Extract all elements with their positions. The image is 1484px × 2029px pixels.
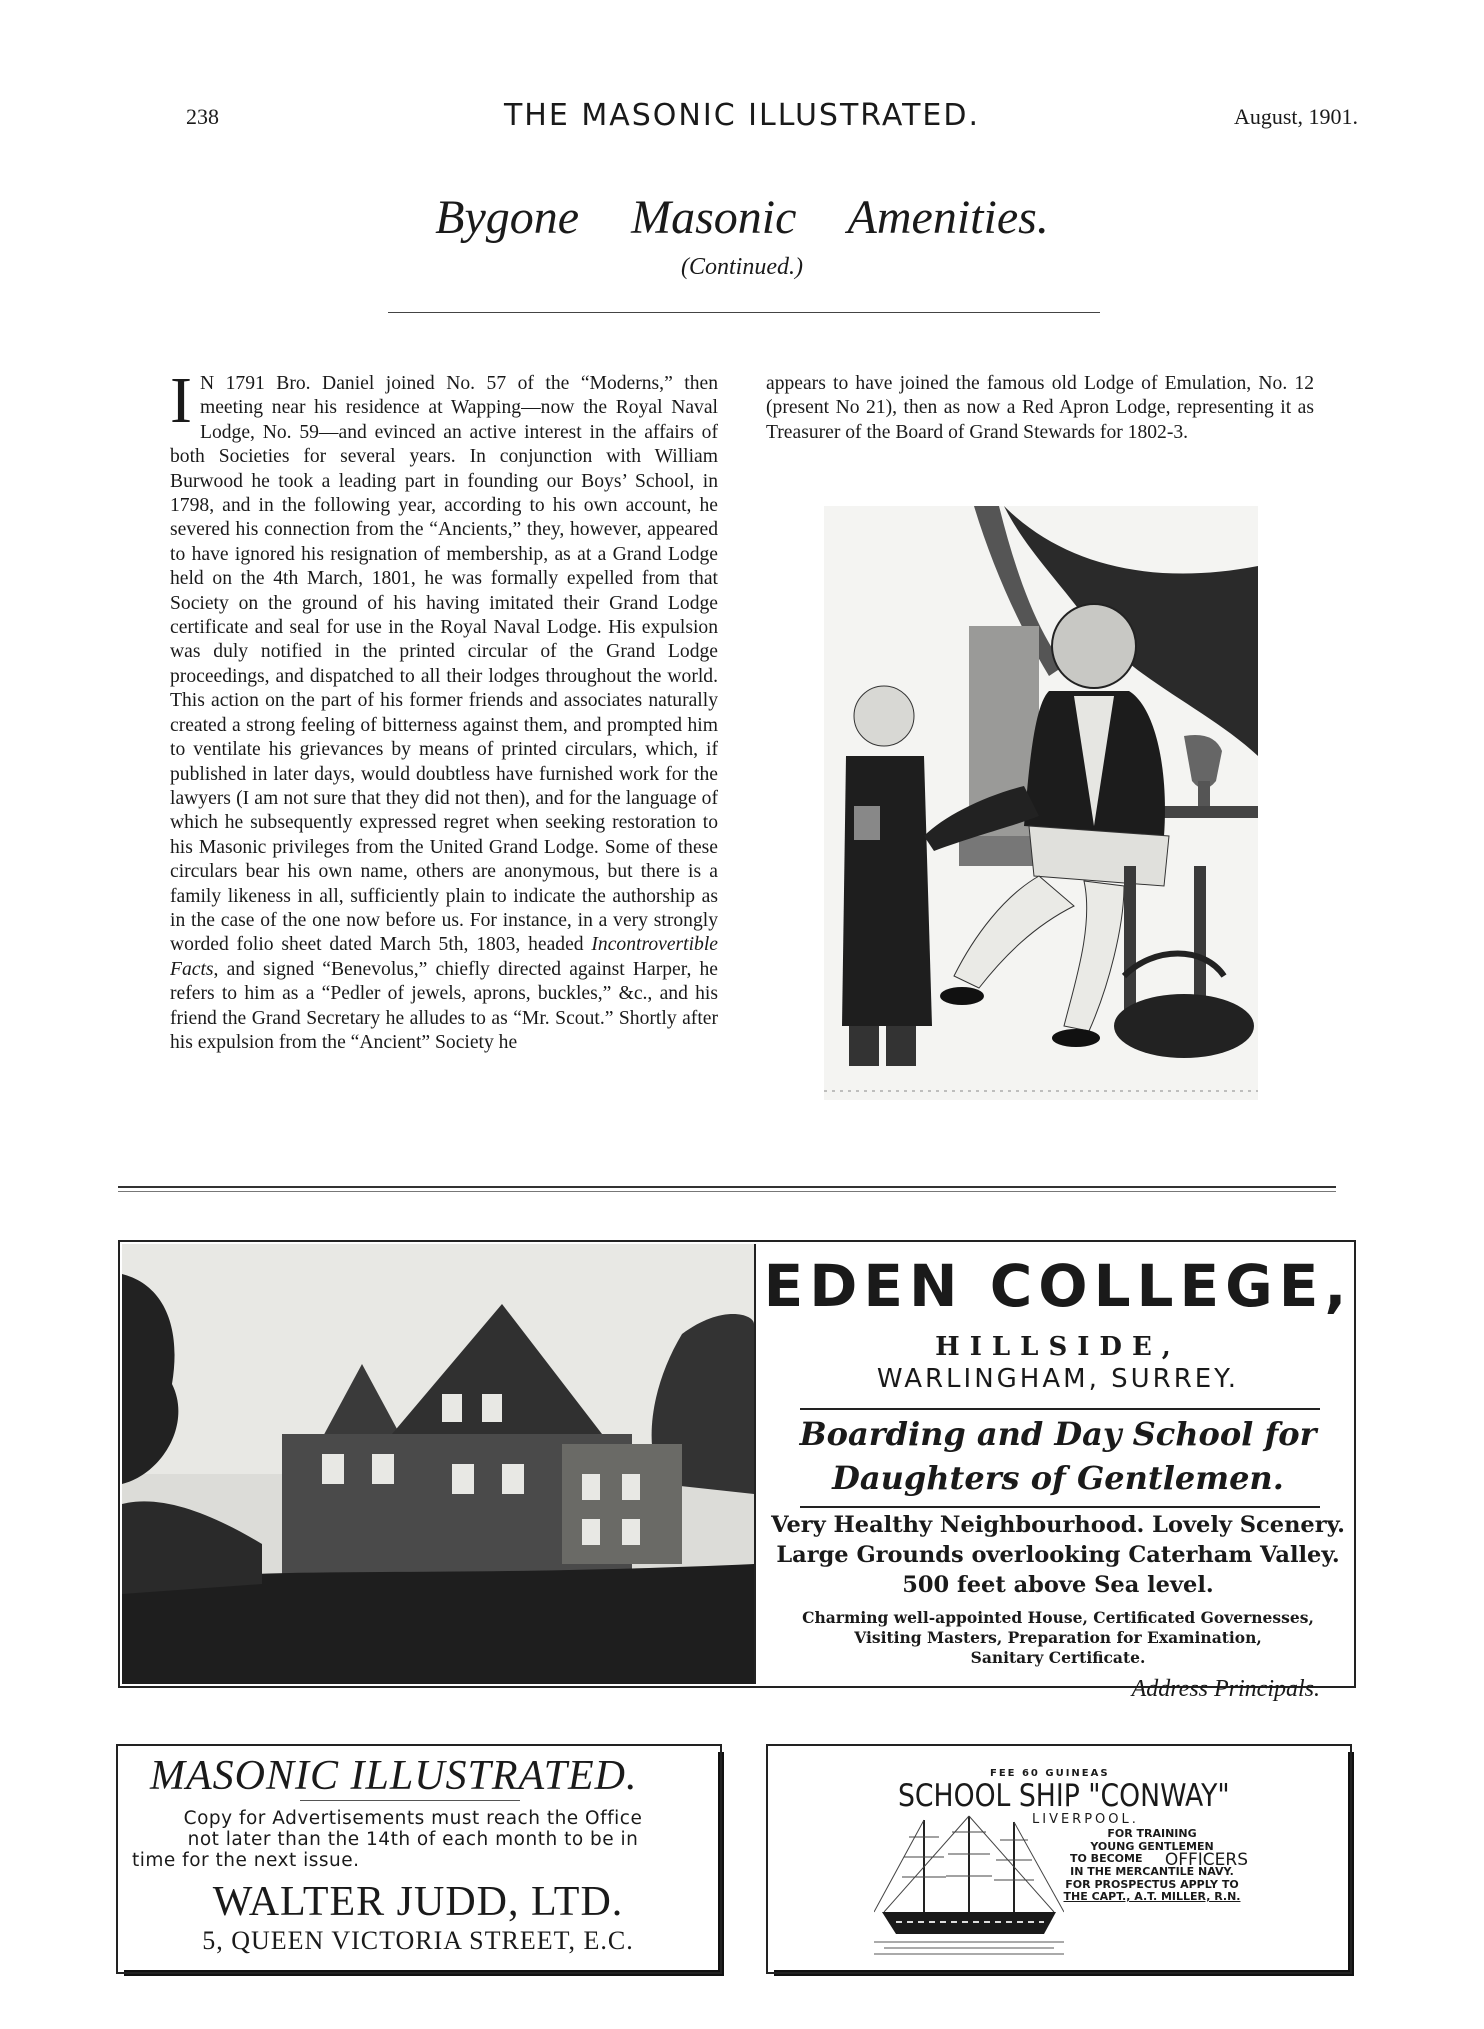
eden-features	[760, 1510, 1356, 1600]
drop-cap: I	[170, 372, 192, 437]
eden-tagline-line-2: Daughters of Gentlemen.	[832, 1459, 1284, 1497]
conway-line-1: FOR TRAINING	[1107, 1827, 1197, 1840]
eden-contact: Address Principals.	[1131, 1676, 1320, 1702]
eden-college-photo	[122, 1244, 754, 1684]
conway-line-3: TO BECOME	[1070, 1852, 1143, 1865]
eden-rule-top	[800, 1408, 1320, 1410]
eden-detail-1: Charming well-appointed House, Certificated Governesses,	[802, 1608, 1314, 1627]
eden-feature-1: Very Healthy Neighbourhood. Lovely Scenery.	[771, 1512, 1345, 1538]
publication-title: THE MASONIC ILLUSTRATED.	[503, 98, 981, 133]
article-right-column: appears to have joined the famous old Lodge of Emulation, No. 12 (present No 21), then as now a Red Apron Lodge, representing it as Treasurer of the Board of Grand Stewards for 1802-3.	[766, 373, 1314, 443]
paragraph-text: N 1791 Bro. Daniel joined No. 57 of the “Moderns,” then meeting near his residence at Wapping—now the Royal Naval Lodge, No. 59—and evinced an active interest in the affairs of both Societies for several years. In conjunction with William Burwood he took a leading part in founding our Boys’ School, in 1798, and in the following year, according to his own account, he severed his connection from the “Ancients,” they, however, appeared to have ignored his resignation of membership, as at a Grand Lodge held on the 4th March, 1801, he was formally expelled from that Society on the ground of his having imitated their Grand Lodge certificate and seal for use in the Royal Naval Lodge. His expulsion was duly notified in the printed circular of the Grand Lodge proceedings, and dispatched to all their lodges throughout the world. This action on the part of his former friends and associates naturally created a strong feeling of bitterness against them, and prompted him to ventilate his grievances by means of printed circulars, which, if published in later days, would doubtless have furnished work for the lawyers (I am not sure that they did not then), and for the language of which he subsequently expressed regret when seeking restoration to his Masonic privileges from the United Grand Lodge. Some of these circulars bear his own name, others are anonymous, but there is a family likeness in all, sufficiently plain to indicate the authorship as in the case of the one now before us. For instance, in a very strongly worded folio sheet dated March 5th, 1803, headed	[170, 373, 718, 956]
portrait-engraving	[824, 506, 1258, 1100]
article-title: Bygone Masonic Amenities.	[435, 191, 1049, 244]
eden-tagline	[760, 1412, 1356, 1500]
ad-divider	[754, 1244, 756, 1684]
page-number: 238	[186, 104, 219, 129]
eden-tagline-line-1: Boarding and Day School for	[799, 1415, 1317, 1453]
masonic-ad-publisher: WALTER JUDD, LTD.	[212, 1879, 624, 1925]
eden-college-location: WARLINGHAM, SURREY.	[876, 1364, 1240, 1394]
title-rule	[388, 312, 1100, 313]
conway-line-2: YOUNG GENTLEMEN	[1090, 1839, 1214, 1853]
eden-detail-3: Sanitary Certificate.	[970, 1648, 1146, 1667]
masonic-ad-rule	[300, 1800, 520, 1801]
masonic-ad-title: MASONIC ILLUSTRATED.	[150, 1753, 638, 1799]
eden-feature-3: 500 feet above Sea level.	[902, 1572, 1214, 1598]
eden-rule-bottom	[800, 1506, 1320, 1508]
paragraph-text-end: , and signed “Benevolus,” chiefly directed against Harper, he refers to him as a “Pedler of jewels, aprons, buckles,” &c., and his friend the Grand Secretary he alludes to as “Mr. Scout.” Shortly after his expulsion from the “Ancient” Society he	[170, 958, 718, 1053]
conway-title: SCHOOL SHIP "CONWAY"	[898, 1778, 1230, 1814]
conway-line-5: IN THE MERCANTILE NAVY.	[1070, 1865, 1234, 1878]
eden-college-subtitle: HILLSIDE,	[935, 1332, 1181, 1362]
eden-feature-2: Large Grounds overlooking Caterham Valley.	[776, 1542, 1340, 1568]
conway-line-7: THE CAPT., A.T. MILLER, R.N.	[1063, 1890, 1241, 1903]
conway-details	[1052, 1828, 1252, 1904]
section-rule	[118, 1186, 1336, 1188]
portrait-illustration	[824, 506, 1258, 1100]
masonic-ad-copy	[128, 1808, 698, 1871]
masonic-copy-line-1: Copy for Advertisements must reach the Office	[183, 1808, 643, 1829]
masonic-ad-address: 5, QUEEN VICTORIA STREET, E.C.	[202, 1926, 634, 1955]
sailing-ship-illustration	[874, 1812, 1064, 1958]
article-subtitle: (Continued.)	[681, 254, 803, 280]
eden-detail-2: Visiting Masters, Preparation for Examination,	[854, 1628, 1262, 1647]
italic-title: Incontrovertible Facts	[170, 934, 718, 980]
masonic-copy-line-2: not later than the 14th of each month to be in	[187, 1829, 639, 1850]
section-rule-thin	[118, 1191, 1336, 1192]
article-left-column	[170, 372, 718, 1142]
conway-line-6: FOR PROSPECTUS APPLY TO	[1065, 1877, 1239, 1891]
eden-details	[760, 1608, 1356, 1668]
eden-college-title: EDEN COLLEGE,	[763, 1252, 1353, 1320]
issue-date: August, 1901.	[1233, 104, 1358, 129]
ship-icon	[874, 1812, 1064, 1958]
conway-fee: FEE 60 GUINEAS	[990, 1768, 1110, 1779]
conway-line-4: OFFICERS	[1164, 1849, 1248, 1870]
college-building-photo	[122, 1244, 754, 1684]
conway-city: LIVERPOOL.	[1032, 1812, 1139, 1827]
masonic-copy-line-3: time for the next issue.	[132, 1850, 360, 1871]
